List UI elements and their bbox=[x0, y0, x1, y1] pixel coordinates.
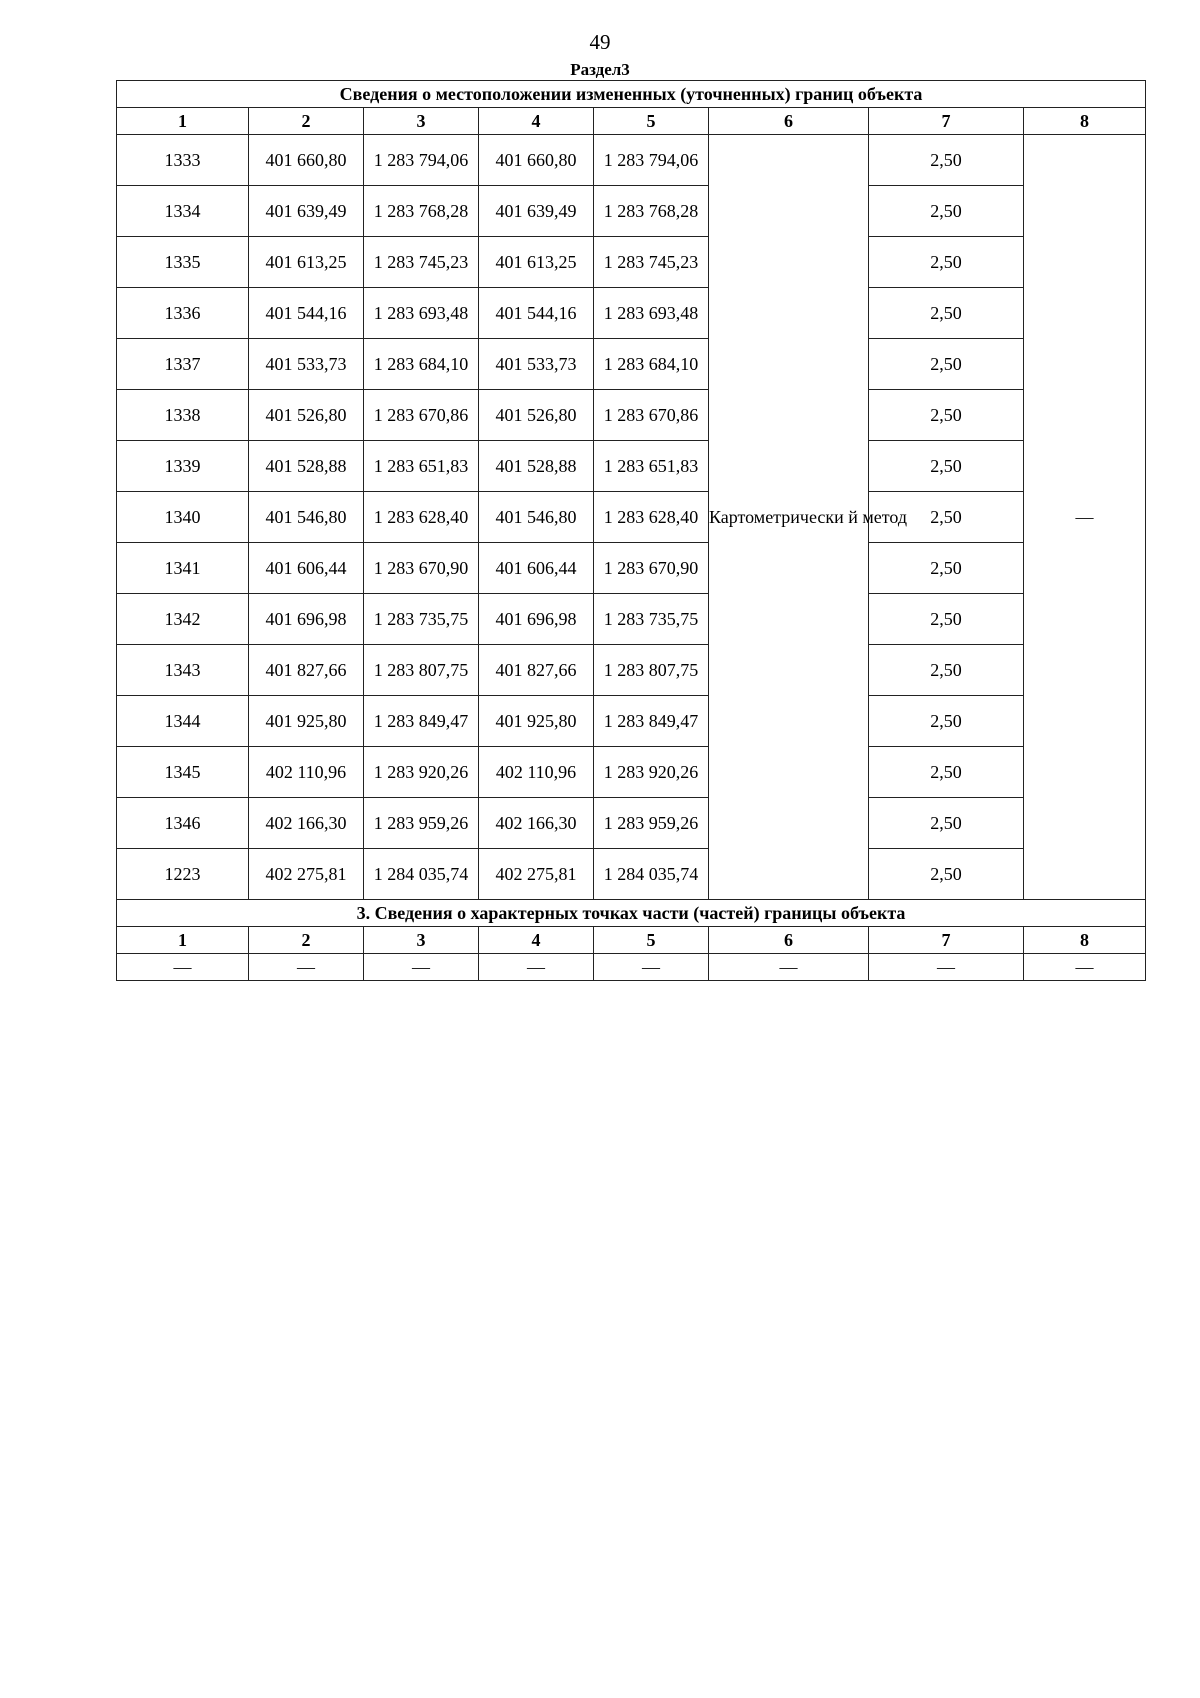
table-cell: 401 827,66 bbox=[479, 645, 594, 696]
section-title: Раздел3 bbox=[570, 60, 630, 79]
table-cell: 2,50 bbox=[869, 288, 1024, 339]
table-cell: 2,50 bbox=[869, 594, 1024, 645]
column-header: 4 bbox=[479, 108, 594, 135]
table-cell: 1 283 670,86 bbox=[594, 390, 709, 441]
table-cell: 2,50 bbox=[869, 186, 1024, 237]
table-cell: 1 283 735,75 bbox=[594, 594, 709, 645]
table-cell: 2,50 bbox=[869, 339, 1024, 390]
table-row bbox=[117, 237, 1146, 288]
table-cell: 1 283 693,48 bbox=[364, 288, 479, 339]
table-cell: 401 696,98 bbox=[479, 594, 594, 645]
table-cell: 2,50 bbox=[869, 645, 1024, 696]
table-cell: 1337 bbox=[117, 339, 249, 390]
table-cell: 1341 bbox=[117, 543, 249, 594]
table-row bbox=[117, 288, 1146, 339]
table-cell: — bbox=[249, 954, 364, 981]
table-cell: 401 533,73 bbox=[479, 339, 594, 390]
table-cell: 401 613,25 bbox=[479, 237, 594, 288]
table-caption-row bbox=[117, 900, 1146, 927]
column-header: 5 bbox=[594, 927, 709, 954]
table-body bbox=[117, 81, 1146, 981]
table-cell: 401 639,49 bbox=[249, 186, 364, 237]
table-cell: 1345 bbox=[117, 747, 249, 798]
table-cell: 401 696,98 bbox=[249, 594, 364, 645]
table-cell: 1 283 849,47 bbox=[364, 696, 479, 747]
table-cell: 2,50 bbox=[869, 543, 1024, 594]
table-cell: 401 526,80 bbox=[479, 390, 594, 441]
table-cell: 1 283 807,75 bbox=[364, 645, 479, 696]
boundary-coordinates-table bbox=[116, 80, 1146, 981]
table-row bbox=[117, 492, 1146, 543]
table-cell: 401 660,80 bbox=[479, 135, 594, 186]
column-header: 5 bbox=[594, 108, 709, 135]
table-cell: 1342 bbox=[117, 594, 249, 645]
table-cell: 1 283 670,90 bbox=[364, 543, 479, 594]
column-header: 6 bbox=[709, 108, 869, 135]
column-header: 2 bbox=[249, 108, 364, 135]
table-row bbox=[117, 747, 1146, 798]
table-cell: 1 283 768,28 bbox=[364, 186, 479, 237]
table-cell: — bbox=[479, 954, 594, 981]
table-cell: 1336 bbox=[117, 288, 249, 339]
table-cell: 401 533,73 bbox=[249, 339, 364, 390]
table-cell: 1 283 768,28 bbox=[594, 186, 709, 237]
table-cell: — bbox=[117, 954, 249, 981]
column8-cell: — bbox=[1024, 135, 1146, 900]
table-cell: 2,50 bbox=[869, 390, 1024, 441]
table-cell: — bbox=[594, 954, 709, 981]
table-cell: — bbox=[364, 954, 479, 981]
column-header: 8 bbox=[1024, 927, 1146, 954]
table-cell: 1 283 745,23 bbox=[594, 237, 709, 288]
column-header: 7 bbox=[869, 108, 1024, 135]
table-cell: 1 283 959,26 bbox=[364, 798, 479, 849]
table-cell: 1 283 670,86 bbox=[364, 390, 479, 441]
column-header: 3 bbox=[364, 108, 479, 135]
table-cell: 1335 bbox=[117, 237, 249, 288]
table-cell: 401 546,80 bbox=[249, 492, 364, 543]
table-cell: 2,50 bbox=[869, 441, 1024, 492]
table-cell: 402 110,96 bbox=[479, 747, 594, 798]
table-cell: 2,50 bbox=[869, 696, 1024, 747]
table-row bbox=[117, 849, 1146, 900]
table-cell: 402 275,81 bbox=[479, 849, 594, 900]
table-cell: 2,50 bbox=[869, 747, 1024, 798]
table-row bbox=[117, 135, 1146, 186]
table-cell: 401 526,80 bbox=[249, 390, 364, 441]
table-row bbox=[117, 645, 1146, 696]
table-cell: 1 283 794,06 bbox=[364, 135, 479, 186]
column-header: 4 bbox=[479, 927, 594, 954]
table-cell: 1 283 670,90 bbox=[594, 543, 709, 594]
table-cell: 2,50 bbox=[869, 492, 1024, 543]
table-caption-row bbox=[117, 81, 1146, 108]
column-header: 8 bbox=[1024, 108, 1146, 135]
table-cell: 401 639,49 bbox=[479, 186, 594, 237]
table-cell: 401 660,80 bbox=[249, 135, 364, 186]
column-header: 3 bbox=[364, 927, 479, 954]
table-cell: 2,50 bbox=[869, 798, 1024, 849]
table-cell: 1340 bbox=[117, 492, 249, 543]
table-cell: 1 283 920,26 bbox=[594, 747, 709, 798]
table-cell: — bbox=[1024, 954, 1146, 981]
column-header: 1 bbox=[117, 927, 249, 954]
table-cell: 1344 bbox=[117, 696, 249, 747]
table-cell: 2,50 bbox=[869, 849, 1024, 900]
table-cell: 1339 bbox=[117, 441, 249, 492]
table-cell: 1346 bbox=[117, 798, 249, 849]
table-cell: — bbox=[869, 954, 1024, 981]
column-header: 7 bbox=[869, 927, 1024, 954]
table-cell: 401 925,80 bbox=[249, 696, 364, 747]
table-row bbox=[117, 543, 1146, 594]
table-cell: 1223 bbox=[117, 849, 249, 900]
table-cell: 401 925,80 bbox=[479, 696, 594, 747]
table-cell: 401 544,16 bbox=[479, 288, 594, 339]
method-cell: Картометрически й метод bbox=[709, 135, 869, 900]
table-row bbox=[117, 339, 1146, 390]
table-cell: 1 284 035,74 bbox=[364, 849, 479, 900]
table-cell: 1 283 628,40 bbox=[594, 492, 709, 543]
table-cell: — bbox=[709, 954, 869, 981]
table-cell: 402 166,30 bbox=[249, 798, 364, 849]
table-row bbox=[117, 798, 1146, 849]
table-caption: 3. Сведения о характерных точках части (частей) границы объекта bbox=[117, 900, 1146, 927]
table-cell: 1334 bbox=[117, 186, 249, 237]
table-cell: 2,50 bbox=[869, 237, 1024, 288]
table-cell: 401 546,80 bbox=[479, 492, 594, 543]
table-cell: 1 284 035,74 bbox=[594, 849, 709, 900]
column-header-row bbox=[117, 927, 1146, 954]
table-cell: 1 283 794,06 bbox=[594, 135, 709, 186]
table-cell: 1333 bbox=[117, 135, 249, 186]
table-cell: 1 283 849,47 bbox=[594, 696, 709, 747]
table-cell: 1343 bbox=[117, 645, 249, 696]
table-caption: Сведения о местоположении измененных (уточненных) границ объекта bbox=[117, 81, 1146, 108]
table-cell: 1338 bbox=[117, 390, 249, 441]
table-cell: 401 827,66 bbox=[249, 645, 364, 696]
table-cell: 401 606,44 bbox=[479, 543, 594, 594]
table-cell: 1 283 807,75 bbox=[594, 645, 709, 696]
table-cell: 402 166,30 bbox=[479, 798, 594, 849]
table-cell: 1 283 684,10 bbox=[594, 339, 709, 390]
table-cell: 402 110,96 bbox=[249, 747, 364, 798]
table-cell: 1 283 693,48 bbox=[594, 288, 709, 339]
page-number: 49 bbox=[589, 30, 611, 54]
column-header-row bbox=[117, 108, 1146, 135]
column-header: 1 bbox=[117, 108, 249, 135]
table-cell: 402 275,81 bbox=[249, 849, 364, 900]
table-cell: 1 283 735,75 bbox=[364, 594, 479, 645]
table-row bbox=[117, 390, 1146, 441]
table-cell: 1 283 651,83 bbox=[594, 441, 709, 492]
table-cell: 401 613,25 bbox=[249, 237, 364, 288]
table-cell: 401 544,16 bbox=[249, 288, 364, 339]
table-cell: 401 528,88 bbox=[249, 441, 364, 492]
table-cell: 1 283 959,26 bbox=[594, 798, 709, 849]
table-row bbox=[117, 441, 1146, 492]
table-row bbox=[117, 696, 1146, 747]
table-cell: 1 283 651,83 bbox=[364, 441, 479, 492]
column-header: 6 bbox=[709, 927, 869, 954]
table-cell: 1 283 684,10 bbox=[364, 339, 479, 390]
table-row bbox=[117, 954, 1146, 981]
table-cell: 401 528,88 bbox=[479, 441, 594, 492]
table-cell: 1 283 920,26 bbox=[364, 747, 479, 798]
table-cell: 2,50 bbox=[869, 135, 1024, 186]
column-header: 2 bbox=[249, 927, 364, 954]
table-row bbox=[117, 594, 1146, 645]
table-row bbox=[117, 186, 1146, 237]
table-cell: 401 606,44 bbox=[249, 543, 364, 594]
table-cell: 1 283 628,40 bbox=[364, 492, 479, 543]
table-cell: 1 283 745,23 bbox=[364, 237, 479, 288]
